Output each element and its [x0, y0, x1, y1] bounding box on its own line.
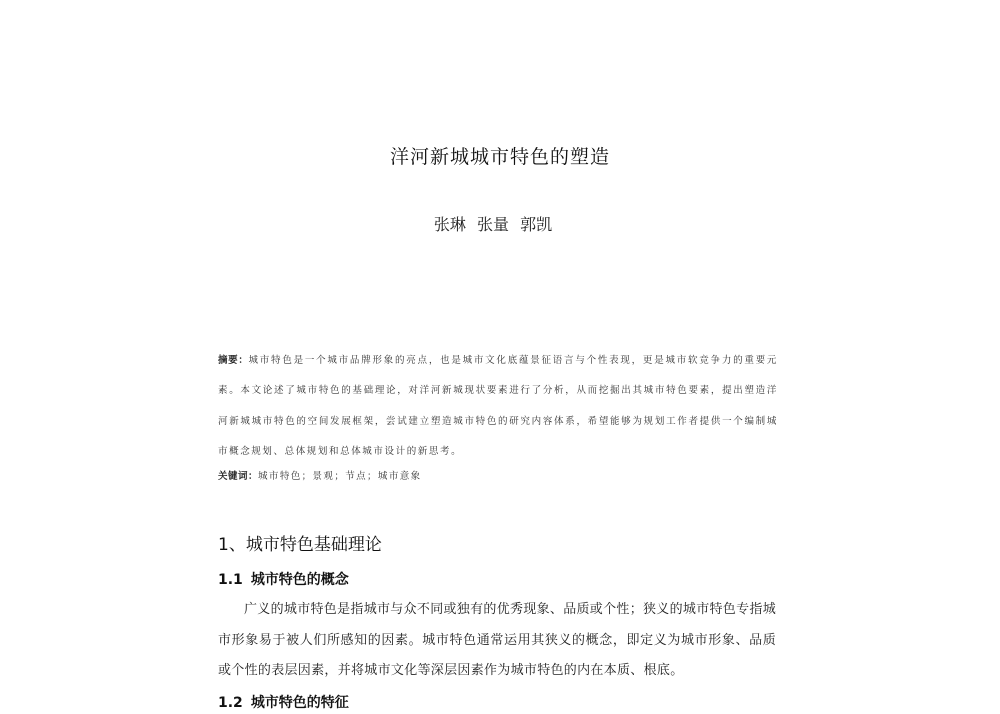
abstract: [218, 346, 778, 467]
subsection-heading: [218, 692, 349, 712]
subsection-number: 1.2: [218, 695, 243, 711]
subsection-title: 城市特色的特征: [250, 695, 349, 711]
keywords-text: 城市特色；景观；节点；城市意象: [258, 471, 422, 482]
abstract-text: 城市特色是一个城市品牌形象的亮点，也是城市文化底蕴景征语言与个性表现，更是城市软竞争力的重要元素。本文论述了城市特色的基础理论，对洋河新城现状要素进行了分析，从而挖掘出其城市特色要素，提出塑造洋河新城城市特色的空间发展框架，尝试建立塑造城市特色的研究内容体系，希望能够为规划工作者提供一个编制城市概念规划、总体规划和总体城市设计的新思考。: [218, 355, 778, 457]
abstract-label: 摘要：: [218, 355, 249, 366]
author-list: [0, 212, 986, 235]
author-name: 张量: [476, 215, 509, 234]
paper-title: 洋河新城城市特色的塑造: [389, 146, 610, 168]
subsection-heading: [218, 569, 349, 589]
keywords: [218, 465, 778, 489]
section-heading: 1、城市特色基础理论: [218, 535, 382, 555]
subsection-title: 城市特色的概念: [250, 572, 349, 588]
keywords-label: 关键词：: [218, 471, 259, 482]
body-paragraph: 广义的城市特色是指城市与众不同或独有的优秀现象、品质或个性；狭义的城市特色专指城市形象易于被人们所感知的因素。城市特色通常运用其狭义的概念，即定义为城市形象、品质或个性的表层因素，并将城市文化等深层因素作为城市特色的内在本质、根底。: [218, 602, 777, 678]
author-name: 郭凯: [520, 215, 553, 234]
subsection-number: 1.1: [218, 572, 243, 588]
author-name: 张琳: [433, 215, 466, 234]
